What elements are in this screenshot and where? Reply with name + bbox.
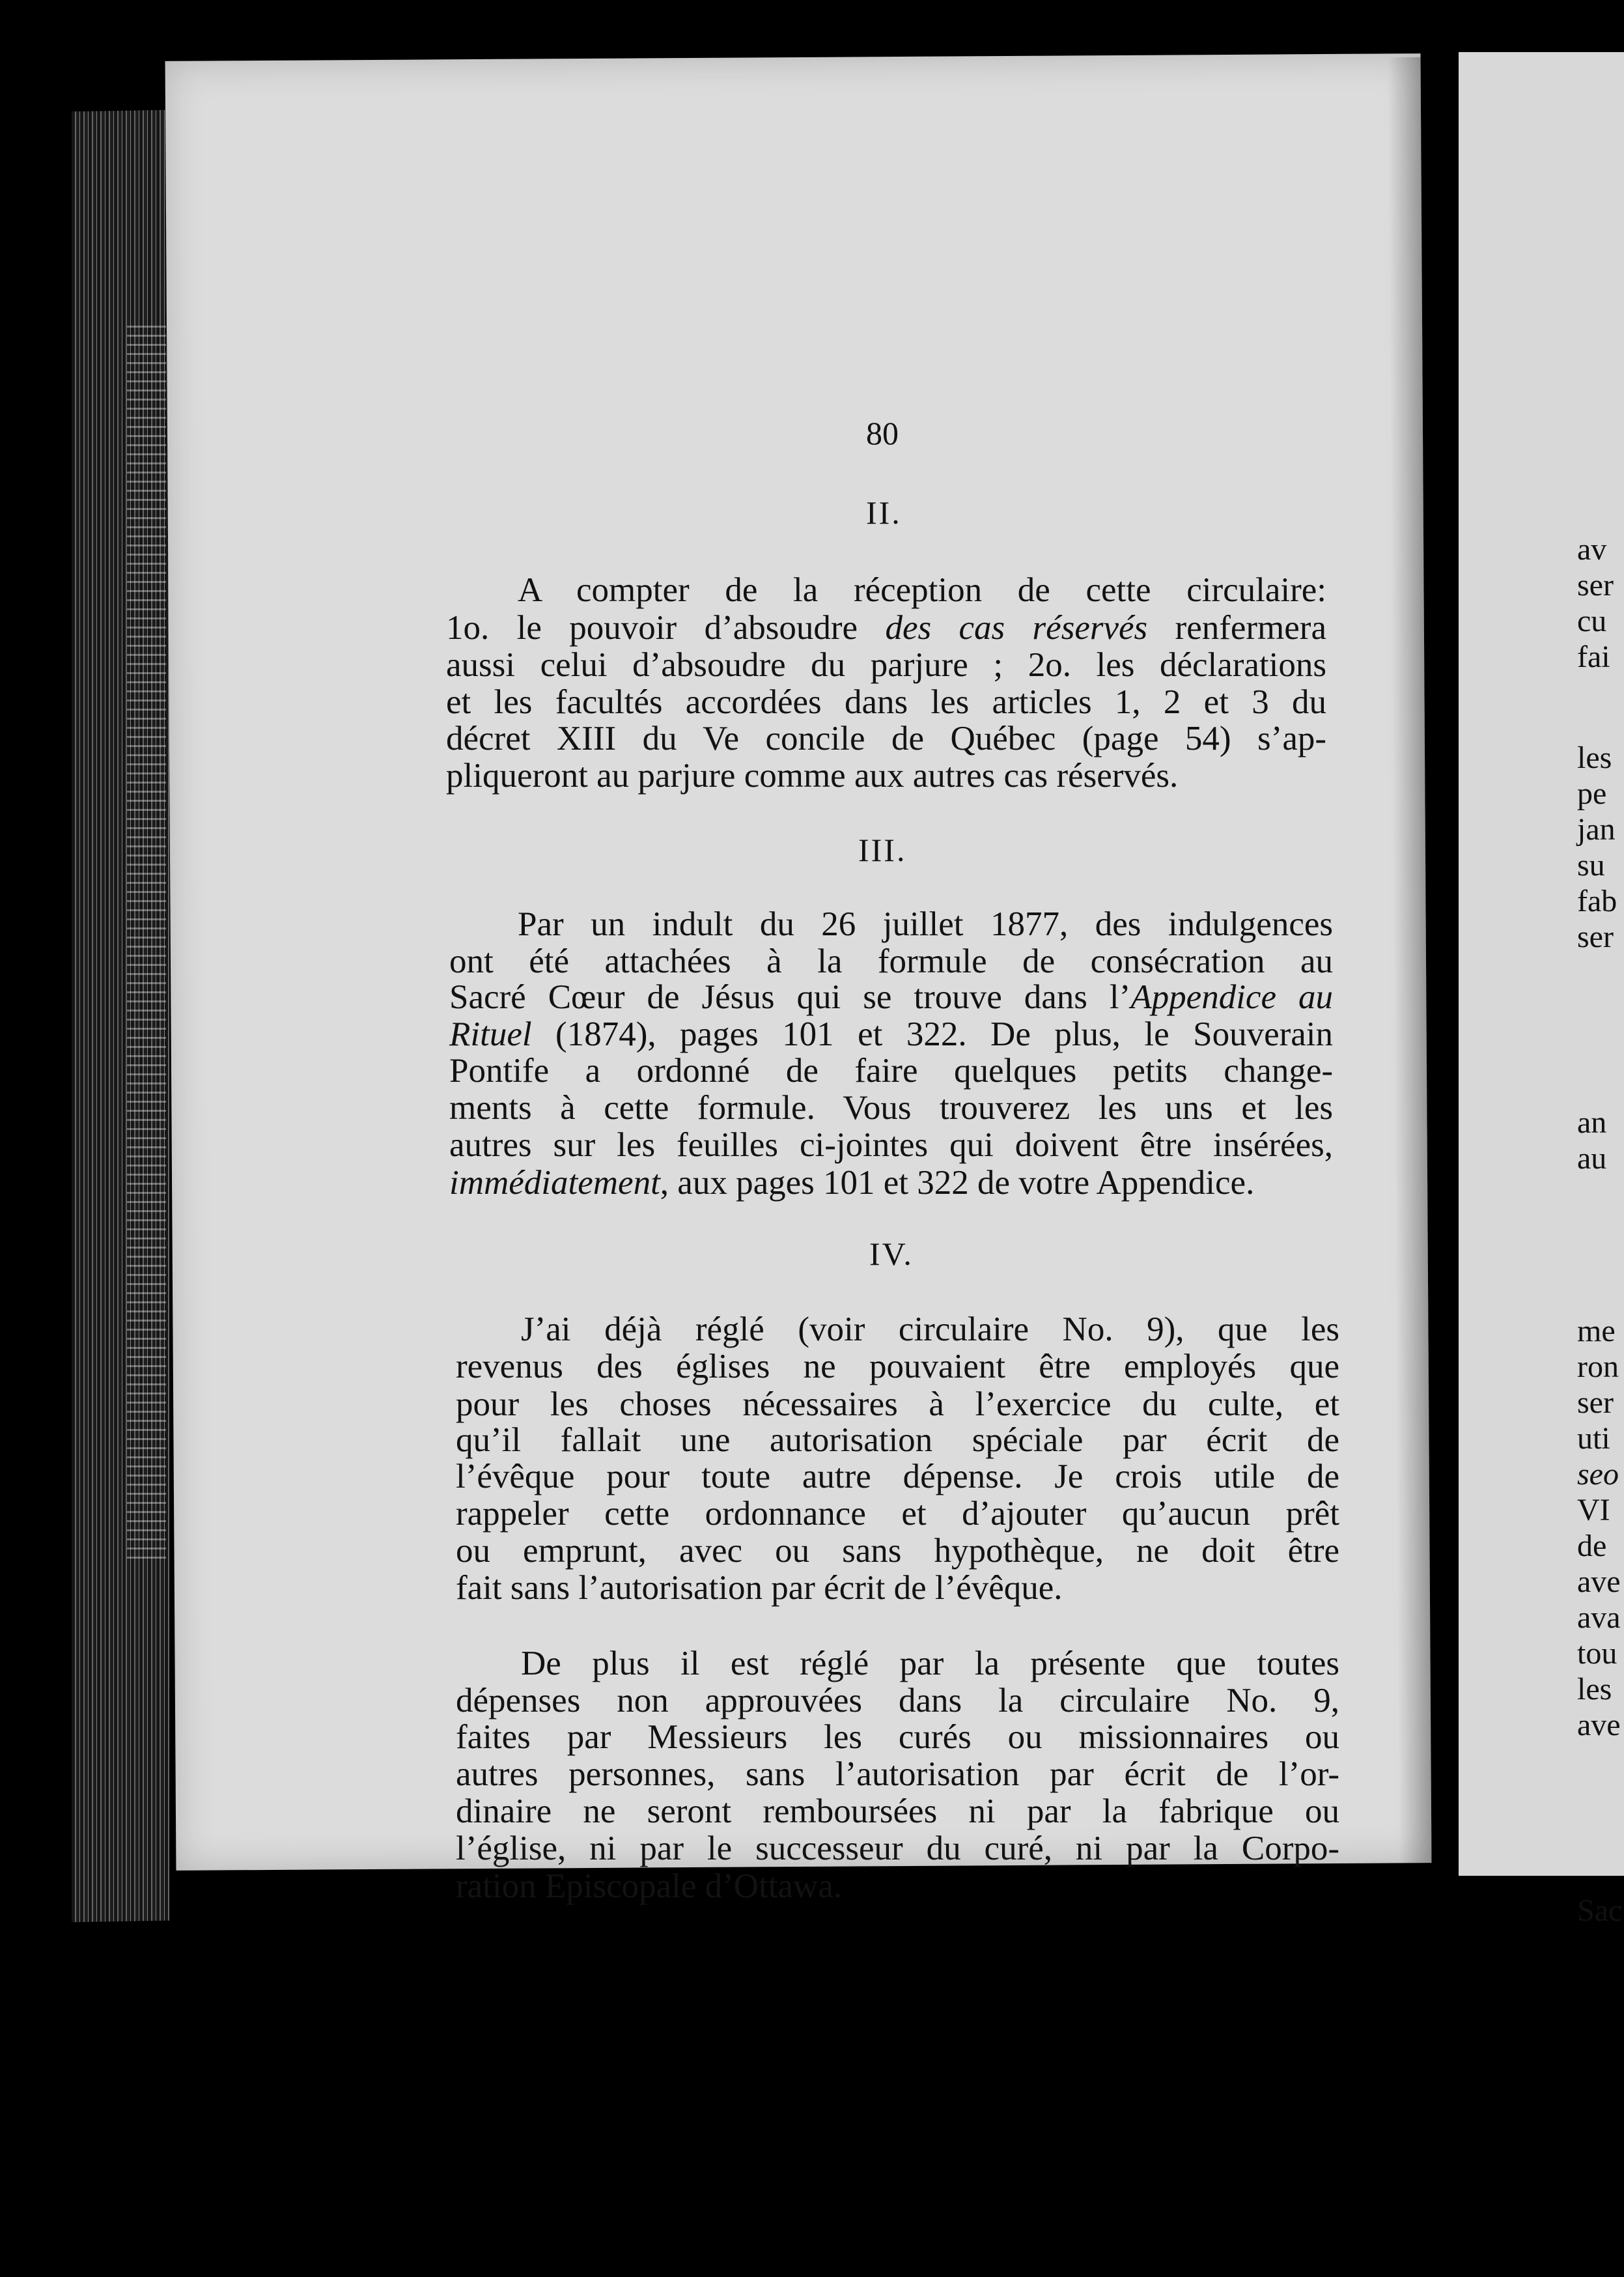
page-number: 80: [866, 415, 899, 451]
facing-page-fragment: Sac: [1577, 1893, 1623, 1928]
facing-page-fragment: cu: [1577, 604, 1607, 638]
facing-page-fragment: au: [1577, 1141, 1607, 1176]
text-line: ments à cette formule. Vous trouverez les uns et les: [449, 1089, 1333, 1127]
section-heading: III.: [858, 832, 907, 868]
section-heading: II.: [866, 494, 902, 531]
facing-page-fragment: jan: [1577, 812, 1616, 847]
facing-page-fragment: su: [1577, 848, 1605, 883]
text-line: immédiatement, aux pages 101 et 322 de votre Appendice.: [449, 1164, 1255, 1202]
text-line: l’église, ni par le successeur du curé, ni par la Corpo-: [456, 1830, 1339, 1867]
section-heading: IV.: [869, 1236, 914, 1272]
text-line: ont été attachées à la formule de consécration au: [449, 942, 1333, 980]
facing-page-fragment: fai: [1577, 640, 1610, 674]
text-line: pour les choses nécessaires à l’exercice du culte, et: [456, 1385, 1339, 1423]
text-line: revenus des églises ne pouvaient être employés que: [456, 1348, 1339, 1385]
text-line: 1o. le pouvoir d’absoudre des cas réservés renfermera: [446, 609, 1326, 647]
text-line: décret XIII du Ve concile de Québec (page 54) s’ap-: [446, 720, 1326, 757]
facing-page-fragment: tou: [1577, 1636, 1617, 1671]
text-line: pliqueront au parjure comme aux autres cas réservés.: [446, 757, 1179, 795]
text-line: dinaire ne seront remboursées ni par la fabrique ou: [456, 1792, 1339, 1830]
text-line: rappeler cette ordonnance et d’ajouter qu’aucun prêt: [456, 1495, 1339, 1533]
facing-page-fragment: VI: [1577, 1493, 1610, 1527]
text-line: A compter de la réception de cette circulaire:: [518, 571, 1326, 609]
text-line: Par un indult du 26 juillet 1877, des indulgences: [518, 905, 1333, 943]
text-line: qu’il fallait une autorisation spéciale par écrit de: [456, 1421, 1339, 1459]
facing-page-fragment: seo: [1577, 1457, 1619, 1492]
facing-page-fragment: de: [1577, 1529, 1607, 1563]
facing-page-fragment: me: [1577, 1314, 1616, 1348]
text-line: Pontife a ordonné de faire quelques petits change-: [449, 1052, 1333, 1090]
facing-page-fragment: pe: [1577, 776, 1607, 811]
text-line: ou emprunt, avec ou sans hypothèque, ne doit être: [456, 1532, 1339, 1570]
facing-page-fragment: fab: [1577, 884, 1617, 918]
facing-page-fragment: ron: [1577, 1350, 1619, 1384]
text-line: De plus il est réglé par la présente que toutes: [521, 1645, 1339, 1682]
facing-page-fragment: ave: [1577, 1564, 1621, 1599]
text-line: faites par Messieurs les curés ou missionnaires ou: [456, 1718, 1339, 1756]
facing-page-fragment: ave: [1577, 1708, 1621, 1742]
text-line: l’évêque pour toute autre dépense. Je crois utile de: [456, 1458, 1339, 1495]
facing-page-fragment: av: [1577, 532, 1607, 567]
facing-page-fragment: les: [1577, 741, 1612, 775]
text-line: autres personnes, sans l’autorisation par écrit de l’or-: [456, 1755, 1339, 1793]
text-line: fait sans l’autorisation par écrit de l’évêque.: [456, 1569, 1063, 1607]
facing-page-fragment: les: [1577, 1672, 1612, 1706]
text-line: et les facultés accordées dans les articles 1, 2 et 3 du: [446, 683, 1326, 721]
facing-page-fragment: an: [1577, 1105, 1607, 1140]
text-line: ration Episcopale d’Ottawa.: [456, 1867, 843, 1905]
text-line: Rituel (1874), pages 101 et 322. De plus, le Souverain: [449, 1015, 1333, 1053]
facing-page-fragment: ser: [1577, 920, 1614, 954]
page-edges-highlight: [127, 326, 166, 1563]
text-line: autres sur les feuilles ci-jointes qui doivent être insérées,: [449, 1126, 1333, 1164]
facing-page-fragment: ava: [1577, 1600, 1621, 1635]
text-line: Sacré Cœur de Jésus qui se trouve dans l’Appendice au: [449, 978, 1333, 1016]
text-line: dépenses non approuvées dans la circulaire No. 9,: [456, 1682, 1339, 1719]
facing-page-fragment: uti: [1577, 1421, 1610, 1456]
text-line: aussi celui d’absoudre du parjure ; 2o. les déclarations: [446, 646, 1326, 684]
facing-page-fragment: ser: [1577, 568, 1614, 602]
facing-page-fragment: ser: [1577, 1385, 1614, 1420]
text-line: J’ai déjà réglé (voir circulaire No. 9), que les: [521, 1310, 1339, 1348]
